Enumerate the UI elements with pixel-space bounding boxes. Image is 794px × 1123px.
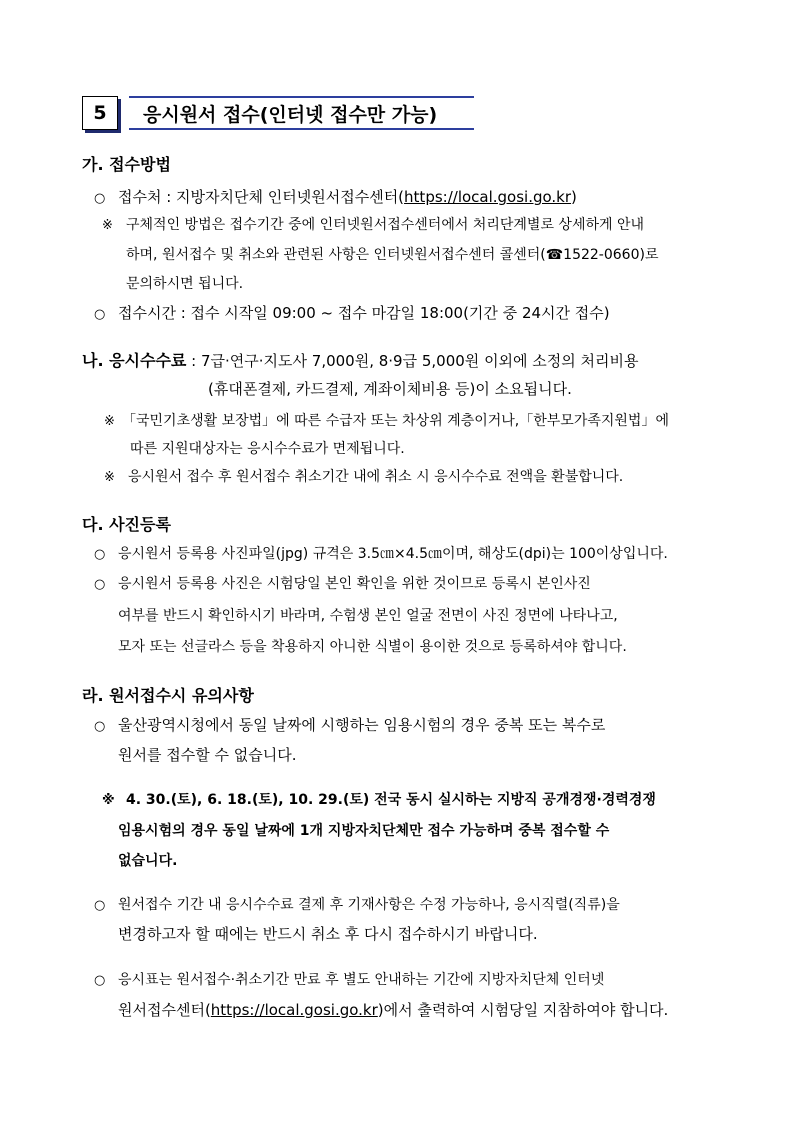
fee-line: (휴대폰결제, 카드결제, 계좌이체비용 등)이 소요됩니다. — [208, 380, 572, 398]
note-text: 「국민기초생활 보장법」에 따른 수급자 또는 차상위 계층이거나,「한부모가족지원법」에 — [122, 413, 669, 429]
subsection-title-a: 가. 접수방법 — [82, 155, 171, 174]
list-item — [94, 573, 591, 593]
circle-bullet-icon: ○ — [94, 719, 106, 734]
local-gosi-link[interactable]: https://local.gosi.go.kr — [404, 188, 572, 206]
item-line: 여부를 반드시 확인하시기 바라며, 수험생 본인 얼굴 전면이 사진 정면에 나타나고, — [118, 608, 618, 624]
list-item — [94, 543, 668, 563]
time-text: 접수시간 : 접수 시작일 09:00 ~ 접수 마감일 18:00(기간 중 24시간 접수) — [118, 304, 610, 322]
item-text-post: )에서 출력하여 시험당일 지참하여야 합니다. — [377, 1001, 669, 1019]
note-mark-icon: ※ — [104, 470, 115, 485]
note-line — [102, 214, 644, 234]
place-label: 접수처 : 지방자치단체 인터넷원서접수센터( — [118, 188, 405, 206]
section-number: 5 — [82, 96, 118, 130]
item-line: 모자 또는 선글라스 등을 착용하지 아니한 식별이 용이한 것으로 등록하셔야 합니다. — [118, 639, 627, 655]
circle-bullet-icon: ○ — [94, 973, 106, 988]
list-item — [94, 714, 605, 735]
place-end: ) — [571, 188, 577, 206]
note-line — [102, 789, 656, 809]
circle-bullet-icon: ○ — [94, 307, 106, 322]
circle-bullet-icon: ○ — [94, 547, 106, 562]
item-line: 원서를 접수할 수 없습니다. — [118, 746, 297, 764]
note-line: 따른 지원대상자는 응시수수료가 면제됩니다. — [130, 441, 405, 457]
circle-bullet-icon: ○ — [94, 898, 106, 913]
circle-bullet-icon: ○ — [94, 577, 106, 592]
subsection-title-d: 라. 원서접수시 유의사항 — [82, 686, 254, 705]
note-text: 4. 30.(토), 6. 18.(토), 10. 29.(토) 전국 동시 실시하는 지방직 공개경쟁·경력경쟁 — [126, 792, 656, 808]
list-item-time — [94, 302, 610, 323]
list-item-place — [94, 186, 577, 207]
item-line: 변경하고자 할 때에는 반드시 취소 후 다시 접수하시기 바랍니다. — [118, 925, 538, 943]
section-header — [82, 96, 474, 132]
note-mark-icon: ※ — [104, 414, 115, 429]
local-gosi-link[interactable]: https://local.gosi.go.kr — [210, 1001, 378, 1019]
item-text: 응시원서 등록용 사진은 시험당일 본인 확인을 위한 것이므로 등록시 본인사진 — [118, 576, 591, 592]
note-text: 구체적인 방법은 접수기간 중에 인터넷원서접수센터에서 처리단계별로 상세하게 안내 — [126, 217, 645, 233]
item-text: 울산광역시청에서 동일 날짜에 시행하는 임용시험의 경우 중복 또는 복수로 — [118, 716, 606, 734]
list-item — [94, 969, 604, 989]
circle-bullet-icon: ○ — [94, 191, 106, 206]
subsection-title-b: 나. 응시수수료 — [82, 351, 187, 370]
fee-line — [82, 348, 639, 371]
item-text: 원서접수 기간 내 응시수수료 결제 후 기재사항은 수정 가능하나, 응시직렬(직류)을 — [118, 897, 620, 913]
note-mark-icon: ※ — [102, 793, 115, 808]
note-text: 응시원서 접수 후 원서접수 취소기간 내에 취소 시 응시수수료 전액을 환불합니다. — [128, 469, 624, 485]
fee-text: : 7급·연구·지도사 7,000원, 8·9급 5,000원 이외에 소정의 처리비용 — [191, 352, 639, 370]
note-line — [104, 410, 669, 430]
note-mark-icon: ※ — [102, 218, 113, 233]
note-line: 없습니다. — [118, 853, 178, 869]
list-item — [94, 894, 620, 914]
item-text: 응시표는 원서접수·취소기간 만료 후 별도 안내하는 기간에 지방자치단체 인터넷 — [118, 972, 605, 988]
item-line — [118, 999, 668, 1020]
item-text: 응시원서 등록용 사진파일(jpg) 규격은 3.5㎝×4.5㎝이며, 해상도(dpi)는 100이상입니다. — [118, 546, 668, 562]
subsection-title-c: 다. 사진등록 — [82, 515, 171, 534]
note-line: 임용시험의 경우 동일 날짜에 1개 지방자치단체만 접수 가능하며 중복 접수할 수 — [118, 823, 610, 839]
note-line: 문의하시면 됩니다. — [126, 276, 244, 292]
note-line: 하며, 원서접수 및 취소와 관련된 사항은 인터넷원서접수센터 콜센터(☎1522-0660)로 — [126, 247, 659, 263]
note-line — [104, 466, 623, 486]
item-text-pre: 원서접수센터( — [118, 1001, 211, 1019]
section-title: 응시원서 접수(인터넷 접수만 가능) — [129, 96, 474, 130]
